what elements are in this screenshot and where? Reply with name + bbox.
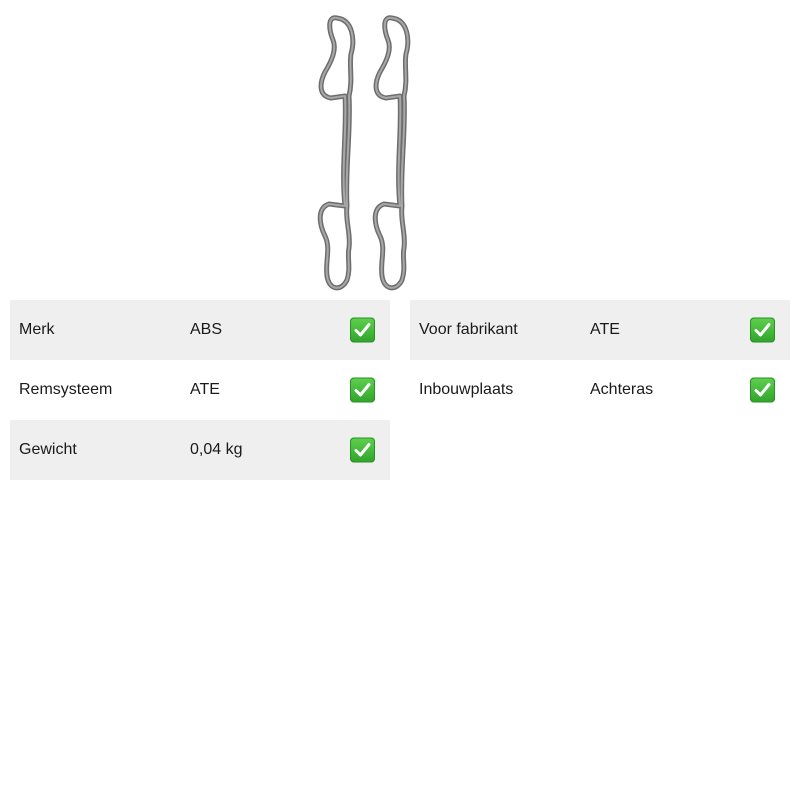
clip-left [320,18,353,288]
spec-table-right [410,300,790,420]
spec-label: Gewicht [19,441,77,458]
spec-value: ATE [590,321,620,338]
check-icon [750,318,775,343]
spec-row-remsysteem [10,360,390,420]
check-icon [350,318,375,343]
spec-row-gewicht [10,420,390,480]
spec-value: 0,04 kg [190,441,243,458]
spec-row-inbouwplaats [410,360,790,420]
spec-value: ABS [190,321,223,338]
check-icon [350,378,375,403]
product-image [305,10,425,295]
spec-table-left [10,300,390,480]
spec-label: Merk [19,321,55,338]
check-icon [750,378,775,403]
spec-label: Voor fabrikant [419,321,518,338]
spec-label: Remsysteem [19,381,113,398]
spec-label: Inbouwplaats [419,381,514,398]
spec-row-merk [10,300,390,360]
spec-row-voor-fabrikant [410,300,790,360]
check-icon [350,438,375,463]
clip-right [375,18,408,288]
spec-value: Achteras [590,381,654,398]
spec-value: ATE [190,381,220,398]
